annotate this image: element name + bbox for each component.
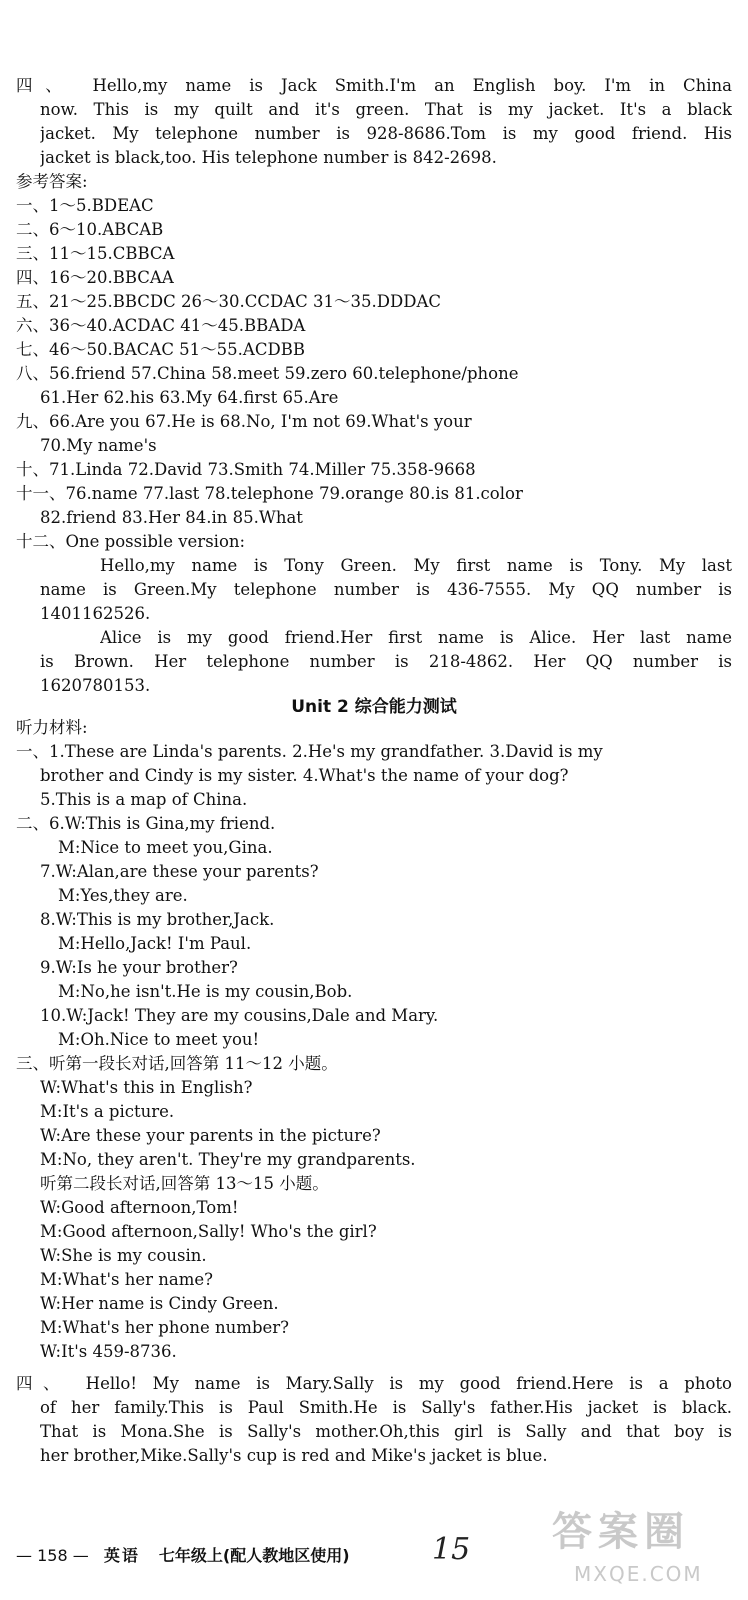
subject-label: 英语 <box>103 1546 140 1565</box>
text-line: 四、 Hello,my name is Jack Smith.I'm an English boy. I'm in China <box>16 76 732 95</box>
text-line: 10.W:Jack! They are my cousins,Dale and Mary. <box>40 1006 439 1025</box>
text-line: 八、56.friend 57.China 58.meet 59.zero 60.telephone/phone <box>16 364 519 383</box>
text-line: 九、66.Are you 67.He is 68.No, I'm not 69.What's your <box>16 412 472 431</box>
text-line: 二、6～10.ABCAB <box>16 220 164 239</box>
text-line: M:What's her name? <box>40 1270 214 1289</box>
text-line: 9.W:Is he your brother? <box>40 958 238 977</box>
text-line: M:No,he isn't.He is my cousin,Bob. <box>58 982 353 1001</box>
text-line: jacket. My telephone number is 928-8686.Tom is my good friend. His <box>40 124 732 143</box>
text-line: Alice is my good friend.Her first name is Alice. Her last name <box>100 628 732 647</box>
text-line: 5.This is a map of China. <box>40 790 248 809</box>
text-line: 8.W:This is my brother,Jack. <box>40 910 275 929</box>
page-number: — 158 — <box>16 1546 89 1565</box>
text-line: of her family.This is Paul Smith.He is Sally's father.His jacket is black. <box>40 1398 732 1417</box>
text-line: M:What's her phone number? <box>40 1318 289 1337</box>
text-line: 十、71.Linda 72.David 73.Smith 74.Miller 75.358-9668 <box>16 460 476 479</box>
text-line: M:Yes,they are. <box>58 886 188 905</box>
text-line: 一、1～5.BDEAC <box>16 196 154 215</box>
text-line: 十一、76.name 77.last 78.telephone 79.orange 80.is 81.color <box>16 484 523 503</box>
grade-label: 七年级上(配人教地区使用) <box>158 1546 350 1565</box>
text-line: 二、6.W:This is Gina,my friend. <box>16 814 276 833</box>
page-footer <box>16 1543 350 1566</box>
text-line: jacket is black,too. His telephone number is 842-2698. <box>40 148 497 167</box>
watermark-site: MXQE.COM <box>574 1562 703 1586</box>
text-line: W:Her name is Cindy Green. <box>40 1294 279 1313</box>
text-line: Hello,my name is Tony Green. My first name is Tony. My last <box>100 556 732 575</box>
text-line: 三、11～15.CBBCA <box>16 244 175 263</box>
text-line: 61.Her 62.his 63.My 64.first 65.Are <box>40 388 339 407</box>
text-line: 一、1.These are Linda's parents. 2.He's my grandfather. 3.David is my <box>16 742 603 761</box>
text-line: W:What's this in English? <box>40 1078 253 1097</box>
watermark-logo-text: 答案圈 <box>552 1509 690 1555</box>
text-line: W:Are these your parents in the picture? <box>40 1126 381 1145</box>
watermark <box>548 1500 738 1592</box>
handwritten-page-mark: 15 <box>432 1532 471 1567</box>
text-line: 四、 Hello! My name is Mary.Sally is my good friend.Here is a photo <box>16 1374 732 1393</box>
text-line: M:No, they aren't. They're my grandparents. <box>40 1150 416 1169</box>
text-line: M:Oh.Nice to meet you! <box>58 1030 260 1049</box>
text-line: 听第二段长对话,回答第 13～15 小题。 <box>40 1174 329 1193</box>
text-line: 六、36～40.ACDAC 41～45.BBADA <box>16 316 306 335</box>
text-line: 听力材料: <box>16 718 88 737</box>
text-line: W:It's 459-8736. <box>40 1342 177 1361</box>
text-line: 1620780153. <box>40 676 151 695</box>
text-line: M:Nice to meet you,Gina. <box>58 838 273 857</box>
text-line: her brother,Mike.Sally's cup is red and Mike's jacket is blue. <box>40 1446 548 1465</box>
text-line: is Brown. Her telephone number is 218-4862. Her QQ number is <box>40 652 732 671</box>
text-line: 四、16～20.BBCAA <box>16 268 174 287</box>
text-line: 五、21～25.BBCDC 26～30.CCDAC 31～35.DDDAC <box>16 292 441 311</box>
text-line: 7.W:Alan,are these your parents? <box>40 862 319 881</box>
text-line: name is Green.My telephone number is 436-7555. My QQ number is <box>40 580 732 599</box>
text-line: 1401162526. <box>40 604 151 623</box>
text-line: M:Good afternoon,Sally! Who's the girl? <box>40 1222 377 1241</box>
text-line: M:Hello,Jack! I'm Paul. <box>58 934 252 953</box>
text-line: brother and Cindy is my sister. 4.What's the name of your dog? <box>40 766 569 785</box>
text-line: 三、听第一段长对话,回答第 11～12 小题。 <box>16 1054 338 1073</box>
text-line: 82.friend 83.Her 84.in 85.What <box>40 508 303 527</box>
text-line: That is Mona.She is Sally's mother.Oh,this girl is Sally and that boy is <box>40 1422 732 1441</box>
text-line: M:It's a picture. <box>40 1102 175 1121</box>
text-line: W:Good afternoon,Tom! <box>40 1198 239 1217</box>
unit-title: Unit 2 综合能力测试 <box>291 697 457 717</box>
text-line: 70.My name's <box>40 436 157 455</box>
text-line: 七、46～50.BACAC 51～55.ACDBB <box>16 340 305 359</box>
text-line: 十二、One possible version: <box>16 532 246 551</box>
text-line: W:She is my cousin. <box>40 1246 207 1265</box>
text-line: 参考答案: <box>16 172 88 191</box>
text-line: now. This is my quilt and it's green. That is my jacket. It's a black <box>40 100 732 119</box>
